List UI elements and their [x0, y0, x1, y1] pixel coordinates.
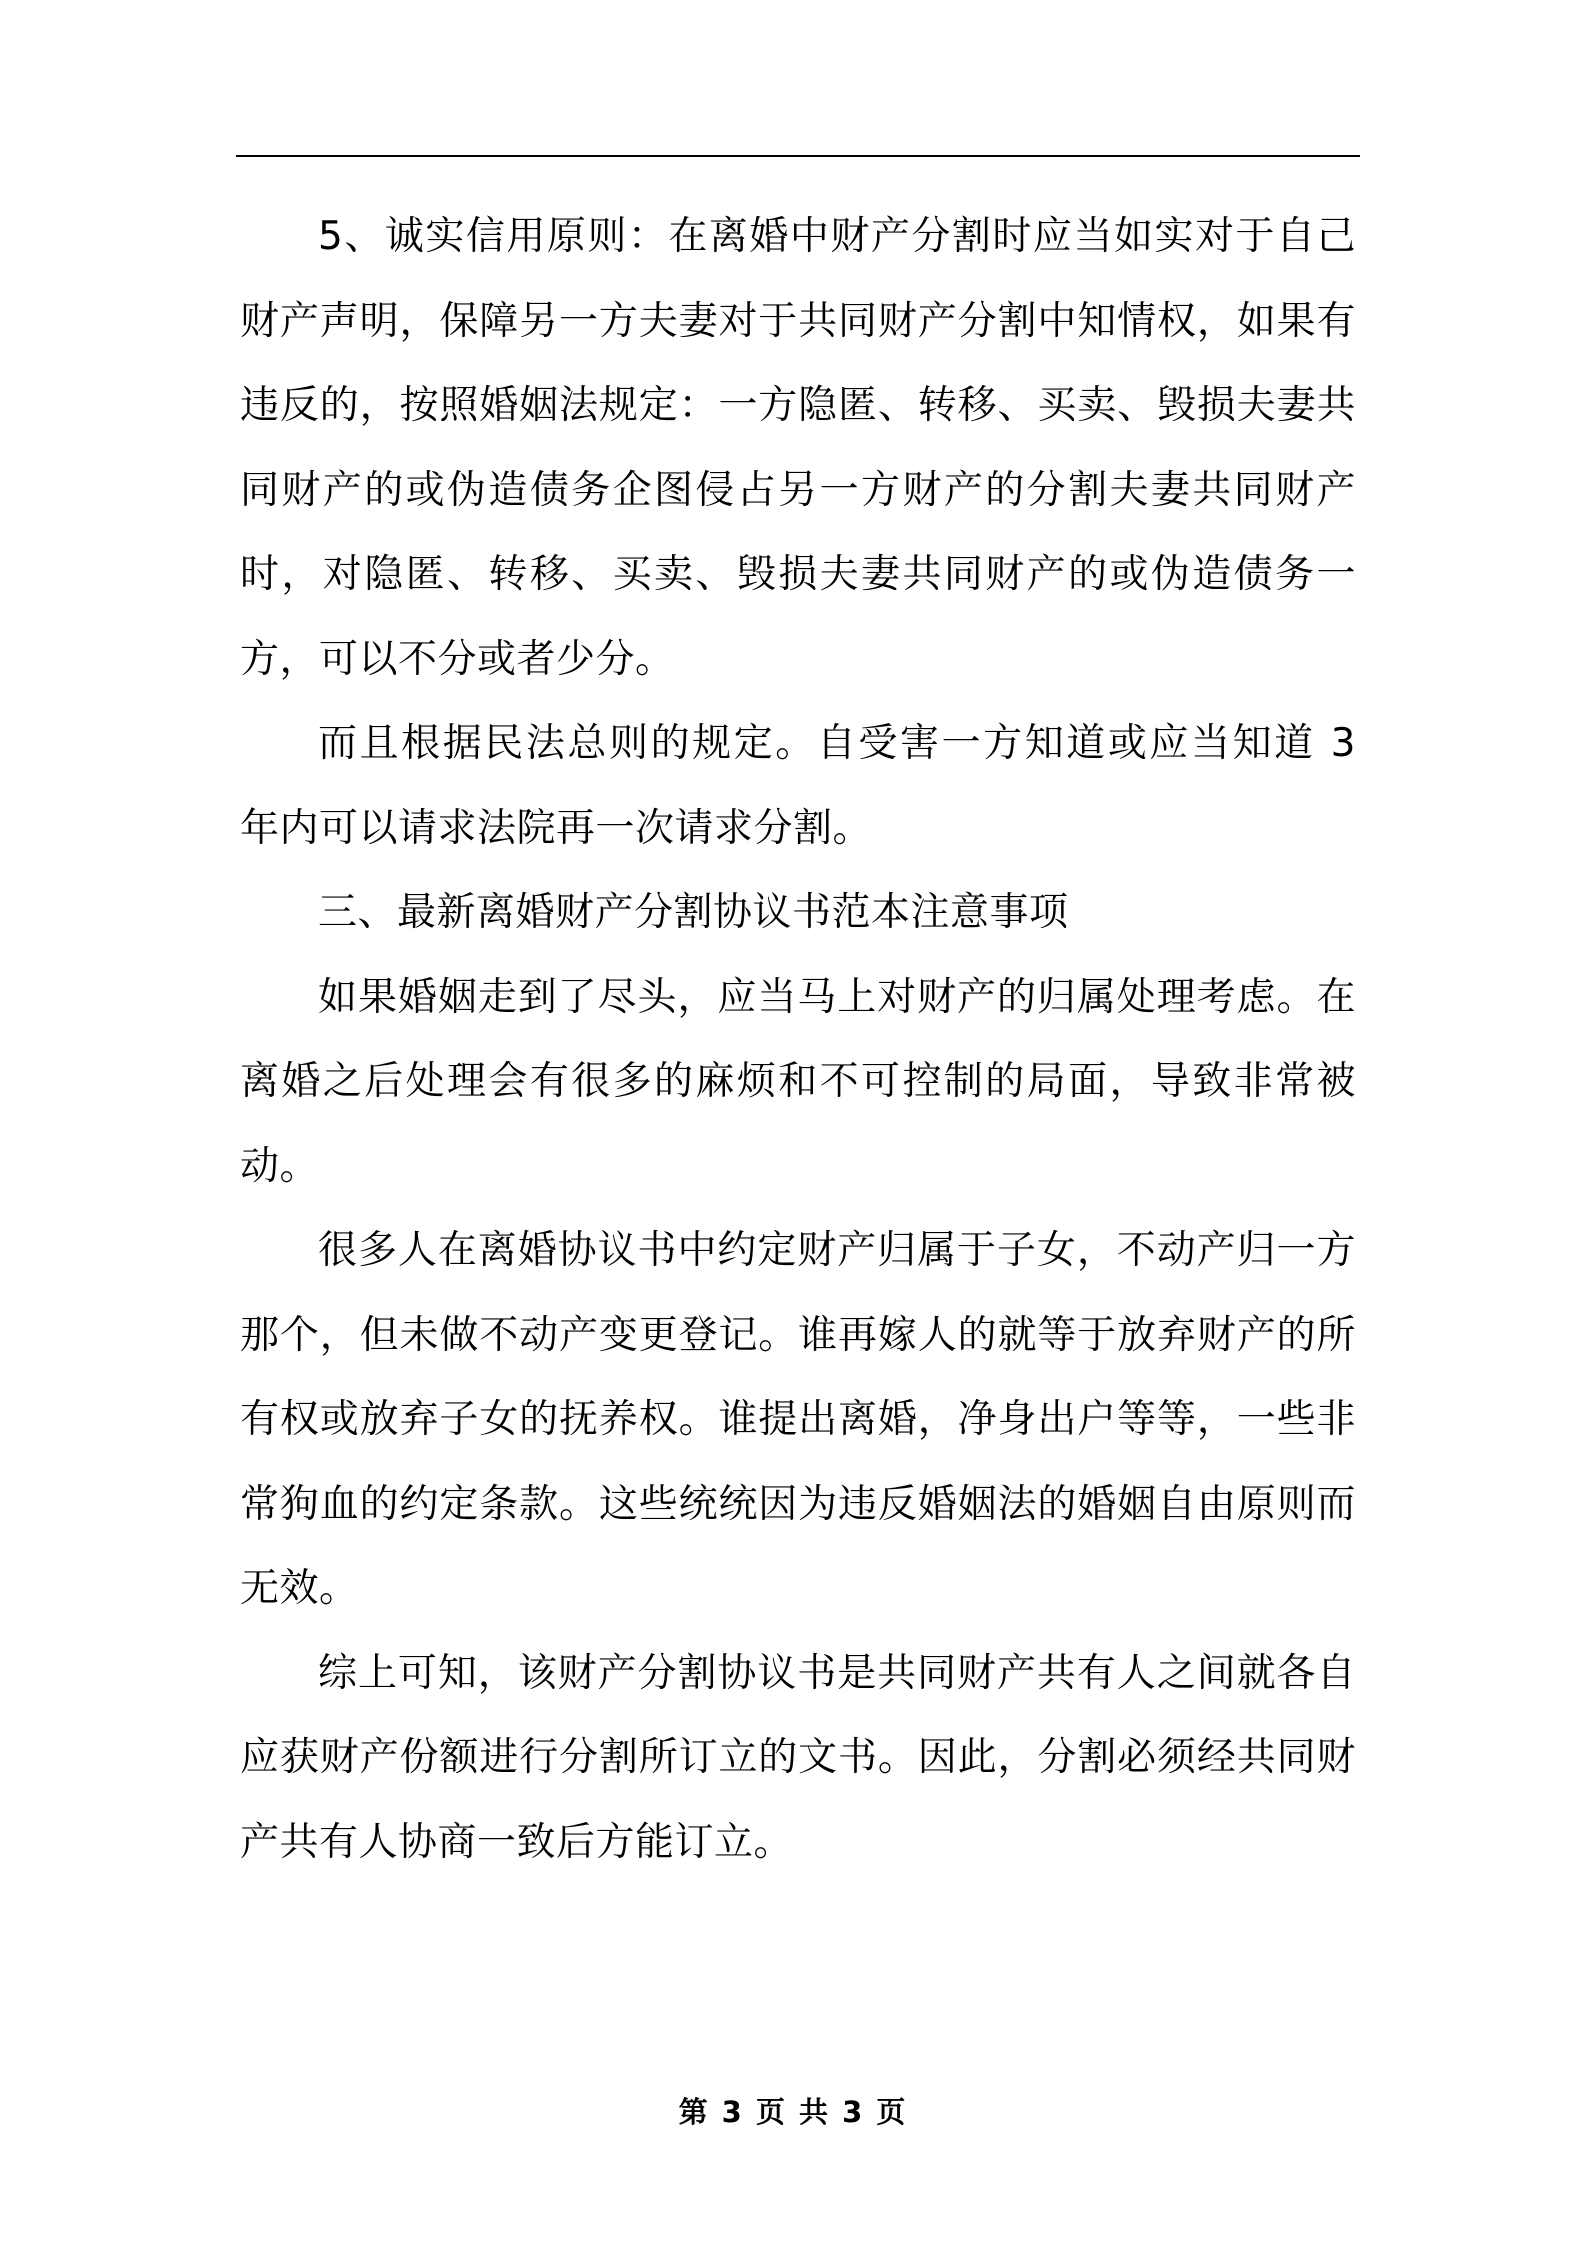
- document-body: [240, 195, 1356, 1885]
- section-heading: 三、最新离婚财产分割协议书范本注意事项: [318, 890, 1069, 935]
- paragraph-agreement-clauses: 很多人在离婚协议书中约定财产归属于子女，不动产归一方那个，但未做不动产变更登记。谁再嫁人的就等于放弃财产的所有权或放弃子女的抚养权。谁提出离婚，净身出户等等，一些非常狗血的约定条款。这些统统因为违反婚姻法的婚姻自由原则而无效。: [240, 1228, 1356, 1611]
- paragraph-conclusion: 综上可知，该财产分割协议书是共同财产共有人之间就各自应获财产份额进行分割所订立的文书。因此，分割必须经共同财产共有人协商一致后方能订立。: [240, 1650, 1356, 1865]
- paragraph-civil-law: 而且根据民法总则的规定。自受害一方知道或应当知道 3 年内可以请求法院再一次请求分割。: [240, 721, 1356, 851]
- paragraph-marriage-end: 如果婚姻走到了尽头，应当马上对财产的归属处理考虑。在离婚之后处理会有很多的麻烦和不可控制的局面，导致非常被动。: [240, 974, 1356, 1189]
- paragraph-honesty-principle: 5、诚实信用原则：在离婚中财产分割时应当如实对于自己财产声明，保障另一方夫妻对于共同财产分割中知情权，如果有违反的，按照婚姻法规定：一方隐匿、转移、买卖、毁损夫妻共同财产的或伪造债务企图侵占另一方财产的分割夫妻共同财产时，对隐匿、转移、买卖、毁损夫妻共同财产的或伪造债务一方，可以不分或者少分。: [240, 214, 1356, 682]
- page-number: 第 3 页 共 3 页: [678, 2095, 908, 2129]
- header-rule: [236, 155, 1360, 157]
